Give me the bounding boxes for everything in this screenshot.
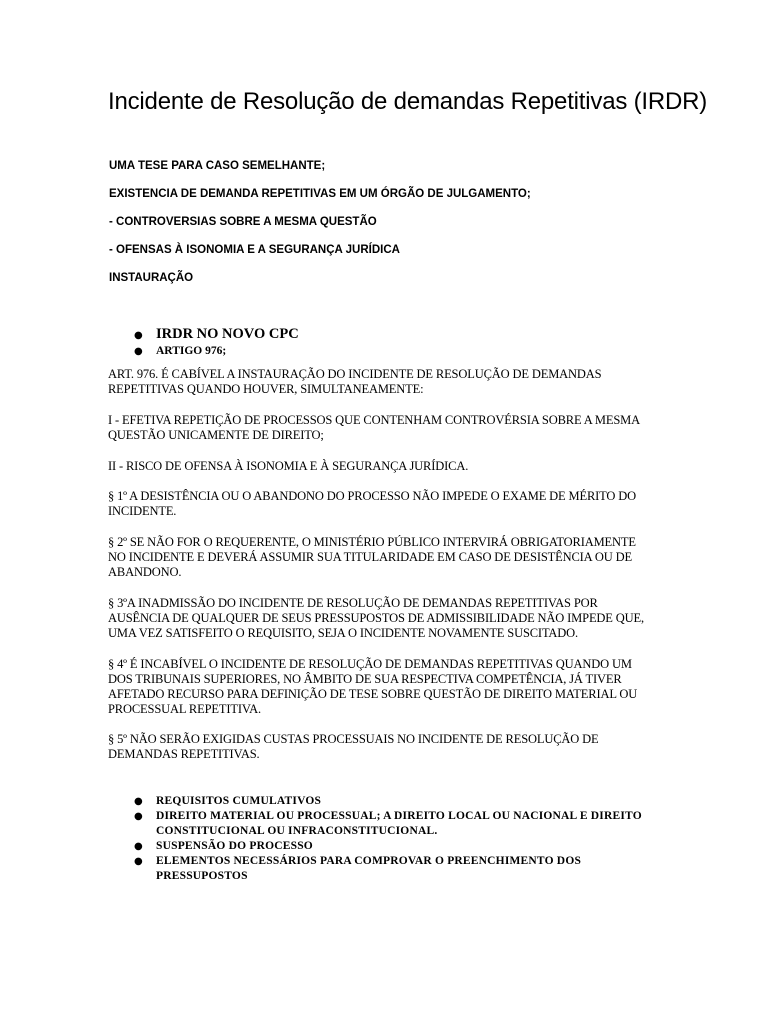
list-item-text: IRDR NO NOVO CPC <box>156 326 299 342</box>
bullet-icon: ● <box>134 796 143 807</box>
article-paragraph: § 2º SE NÃO FOR O REQUERENTE, O MINISTÉRIO PÚBLICO INTERVIRÁ OBRIGATORIAMENTE NO INCIDENTE E DEVERÁ ASSUMIR SUA TITULARIDADE EM CASO DE DESISTÊNCIA OU DE ABANDONO. <box>108 535 636 579</box>
bullet-list-bottom <box>109 794 649 884</box>
bullet-icon: ● <box>134 856 143 867</box>
intro-line: UMA TESE PARA CASO SEMELHANTE; <box>109 160 326 172</box>
list-item-text: ELEMENTOS NECESSÁRIOS PARA COMPROVAR O PREENCHIMENTO DOS PRESSUPOSTOS <box>156 855 582 882</box>
list-item <box>109 839 649 854</box>
bullet-icon: ● <box>134 346 143 357</box>
list-item-text: ARTIGO 976; <box>156 345 227 357</box>
intro-line: EXISTENCIA DE DEMANDA REPETITIVAS EM UM ÓRGÃO DE JULGAMENTO; <box>109 188 531 200</box>
intro-line: - CONTROVERSIAS SOBRE A MESMA QUESTÃO <box>109 216 377 228</box>
list-item-text: SUSPENSÃO DO PROCESSO <box>156 840 313 852</box>
article-paragraph: I - EFETIVA REPETIÇÃO DE PROCESSOS QUE CONTENHAM CONTROVÉRSIA SOBRE A MESMA QUESTÃO UNICAMENTE DE DIREITO; <box>108 413 640 442</box>
bullet-list-top <box>109 325 299 359</box>
list-item-text: DIREITO MATERIAL OU PROCESSUAL; A DIREITO LOCAL OU NACIONAL E DIREITO CONSTITUCIONAL OU INFRACONSTITUCIONAL. <box>156 810 642 837</box>
article-paragraph: § 3ºA INADMISSÃO DO INCIDENTE DE RESOLUÇÃO DE DEMANDAS REPETITIVAS POR AUSÊNCIA DE QUALQUER DE SEUS PRESSUPOSTOS DE ADMISSIBILIDADE NÃO IMPEDE QUE, UMA VEZ SATISFEITO O REQUISITO, SEJA O INCIDENTE NOVAMENTE SUSCITADO. <box>108 596 644 640</box>
page-title: Incidente de Resolução de demandas Repetitivas (IRDR) <box>108 88 708 115</box>
article-paragraph: II - RISCO DE OFENSA À ISONOMIA E À SEGURANÇA JURÍDICA. <box>108 459 469 473</box>
list-item <box>109 325 299 343</box>
list-item <box>109 809 649 839</box>
list-item-text: REQUISITOS CUMULATIVOS <box>156 795 322 807</box>
article-paragraph: § 4º É INCABÍVEL O INCIDENTE DE RESOLUÇÃO DE DEMANDAS REPETITIVAS QUANDO UM DOS TRIBUNAIS SUPERIORES, NO ÂMBITO DE SUA RESPECTIVA COMPETÊNCIA, JÁ TIVER AFETADO RECURSO PARA DEFINIÇÃO DE TESE SOBRE QUESTÃO DE DIREITO MATERIAL OU PROCESSUAL REPETITIVA. <box>108 657 638 716</box>
intro-line: - OFENSAS À ISONOMIA E A SEGURANÇA JURÍDICA <box>109 244 400 256</box>
article-paragraph: § 5º NÃO SERÃO EXIGIDAS CUSTAS PROCESSUAIS NO INCIDENTE DE RESOLUÇÃO DE DEMANDAS REPETITIVAS. <box>108 732 599 761</box>
article-paragraph: § 1º A DESISTÊNCIA OU O ABANDONO DO PROCESSO NÃO IMPEDE O EXAME DE MÉRITO DO INCIDENTE. <box>108 489 637 518</box>
list-item <box>109 794 649 809</box>
intro-line: INSTAURAÇÃO <box>109 272 194 284</box>
article-paragraph: ART. 976. É CABÍVEL A INSTAURAÇÃO DO INCIDENTE DE RESOLUÇÃO DE DEMANDAS REPETITIVAS QUANDO HOUVER, SIMULTANEAMENTE: <box>108 367 602 396</box>
bullet-icon: ● <box>134 841 143 852</box>
list-item <box>109 343 299 359</box>
list-item <box>109 854 649 884</box>
bullet-icon: ● <box>134 811 143 822</box>
bullet-icon: ● <box>134 330 143 341</box>
